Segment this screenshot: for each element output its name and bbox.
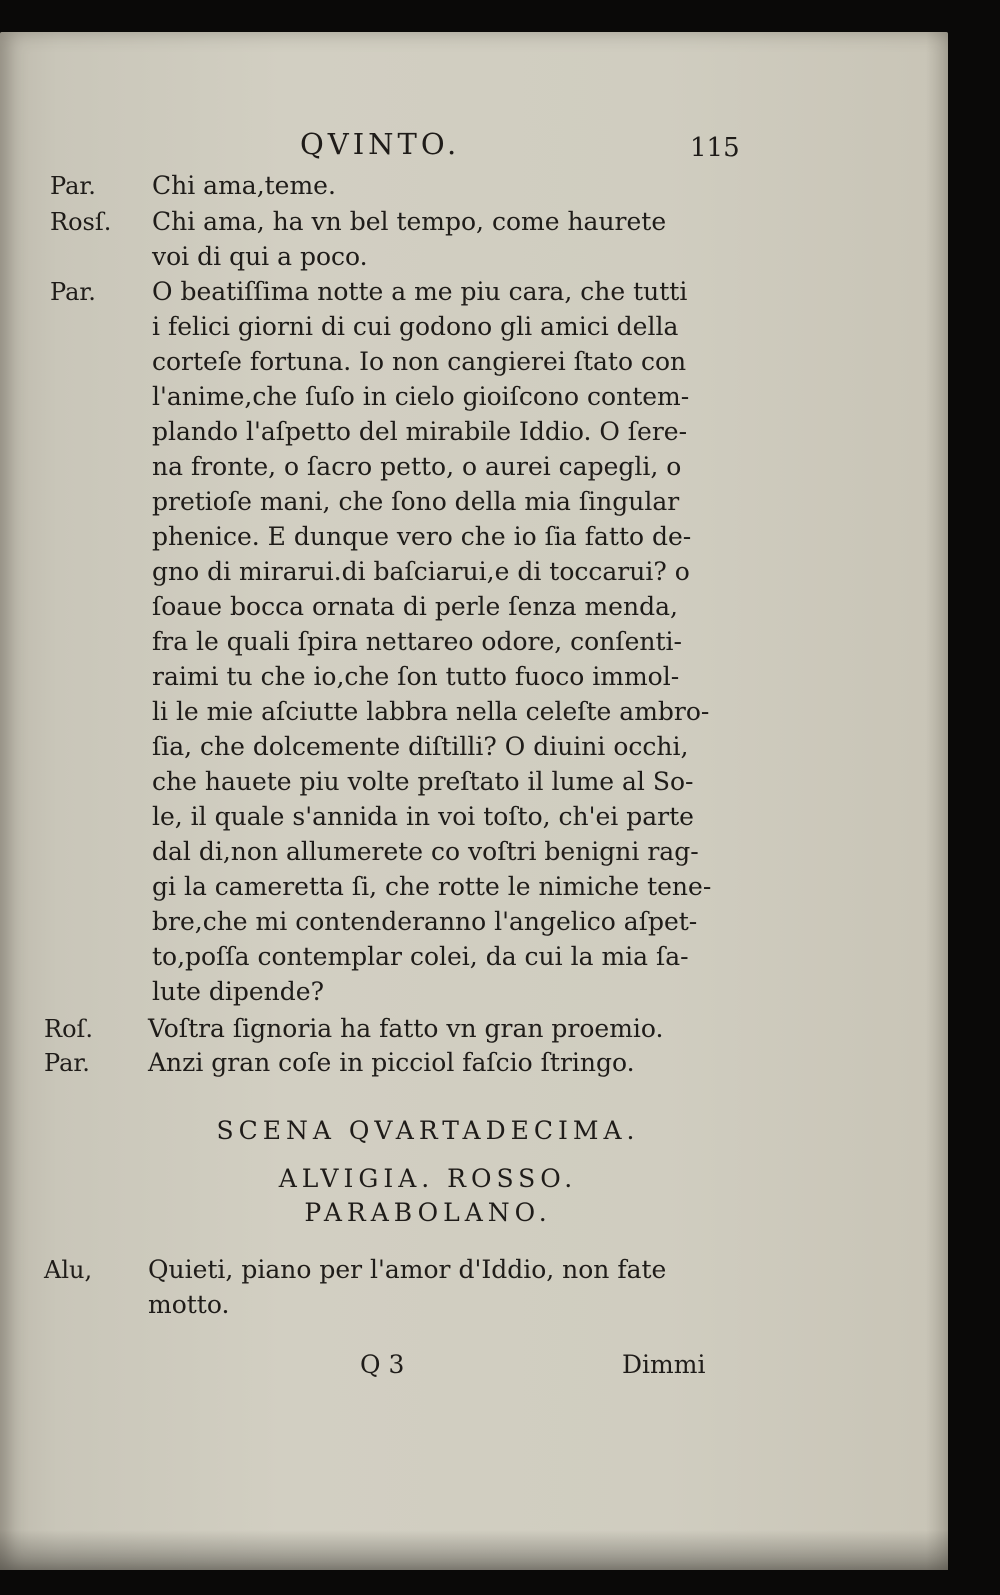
scene-characters: PARABOLANO. — [304, 1198, 552, 1227]
speaker-label: Par. — [50, 278, 96, 306]
speech-line: plando l'aſpetto del mirabile Iddio. O ſere- — [152, 417, 688, 446]
speech-line: dal di,non allumerete co voſtri benigni rag- — [152, 837, 699, 866]
scene-heading: SCENA QVARTADECIMA. — [216, 1116, 640, 1145]
speech-line: to,poſſa contemplar colei, da cui la mia ſa- — [152, 942, 689, 971]
page-number: 115 — [690, 133, 740, 163]
speech-line: bre,che mi contenderanno l'angelico aſpet- — [152, 907, 698, 936]
speech-line: Chi ama,teme. — [152, 171, 336, 200]
speech-line: pretioſe mani, che ſono della mia ſingular — [152, 487, 680, 516]
page-edge-shadow — [926, 32, 948, 1570]
speech-line: Quieti, piano per l'amor d'Iddio, non fate — [148, 1255, 667, 1284]
speech-line: Anzi gran coſe in picciol faſcio ſtringo. — [148, 1048, 635, 1077]
speech-line: phenice. E dunque vero che io ſia fatto de- — [152, 522, 692, 551]
speech-line: raimi tu che io,che ſon tutto fuoco immol- — [152, 662, 680, 691]
speech-line: i felici giorni di cui godono gli amici della — [152, 312, 679, 341]
speech-line: le, il quale s'annida in voi toſto, ch'ei parte — [152, 802, 694, 831]
speech-line: voi di qui a poco. — [152, 242, 368, 271]
speech-line: lute dipende? — [152, 977, 324, 1006]
speech-line: gi la cameretta ſi, che rotte le nimiche tene- — [152, 872, 712, 901]
speech-line: che hauete piu volte preſtato il lume al So- — [152, 767, 694, 796]
page-bottom-shadow — [0, 1530, 948, 1570]
speaker-label: Par. — [44, 1049, 90, 1077]
speaker-label: Roſ. — [44, 1015, 94, 1043]
speaker-label: Rosſ. — [50, 208, 112, 236]
running-header: QVINTO. — [300, 127, 461, 161]
speech-line: motto. — [148, 1290, 230, 1319]
speech-line: ſia, che dolcemente diſtilli? O diuini occhi, — [152, 732, 689, 761]
signature-mark: Q 3 — [360, 1350, 405, 1379]
speech-line: Voſtra ſignoria ha fatto vn gran proemio. — [148, 1014, 664, 1043]
speech-line: Chi ama, ha vn bel tempo, come haurete — [152, 207, 667, 236]
speech-line: fra le quali ſpira nettareo odore, conſenti- — [152, 627, 682, 656]
speech-line: ſoaue bocca ornata di perle ſenza menda, — [152, 592, 678, 621]
speech-line: l'anime,che ſuſo in cielo gioiſcono contem- — [152, 382, 690, 411]
speech-line: corteſe fortuna. Io non cangierei ſtato con — [152, 347, 687, 376]
speaker-label: Alu, — [44, 1256, 93, 1284]
speech-line: gno di mirarui.di baſciarui,e di toccarui? o — [152, 557, 690, 586]
catchword: Dimmi — [622, 1350, 706, 1379]
speech-line: O beatiſſima notte a me piu cara, che tutti — [152, 277, 688, 306]
speaker-label: Par. — [50, 172, 96, 200]
speech-line: li le mie aſciutte labbra nella celeſte ambro- — [152, 697, 710, 726]
scene-characters: ALVIGIA. ROSSO. — [278, 1164, 578, 1193]
speech-line: na fronte, o ſacro petto, o aurei capegli, o — [152, 452, 682, 481]
